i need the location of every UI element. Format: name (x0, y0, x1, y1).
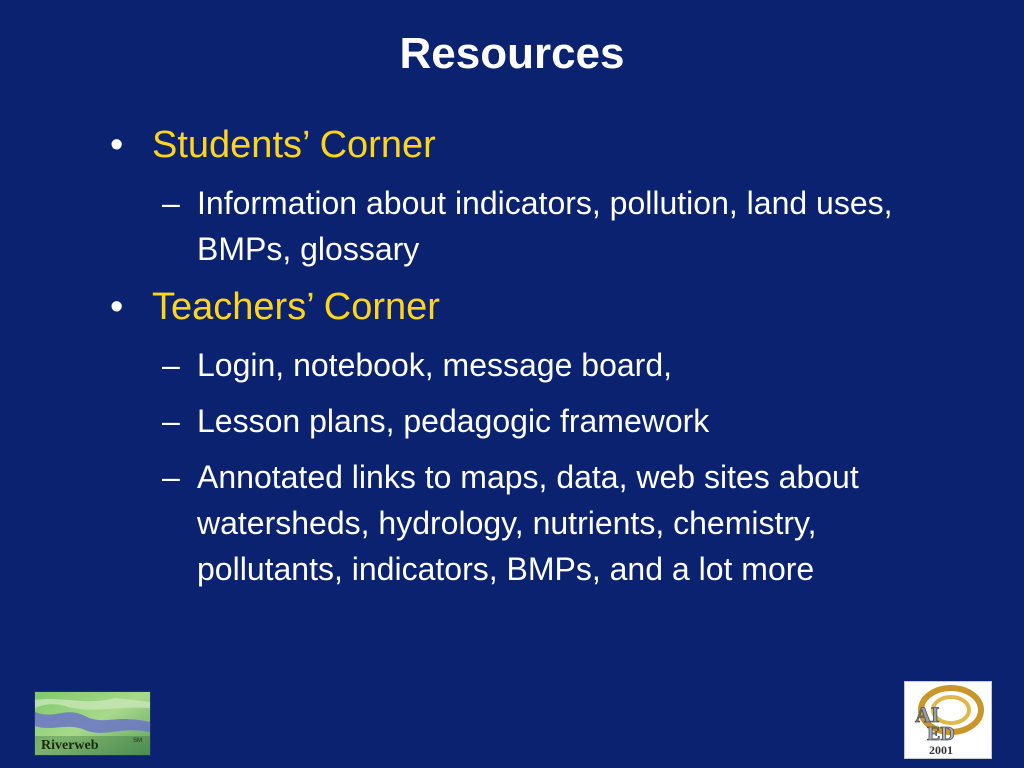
svg-text:Riverweb: Riverweb (41, 738, 99, 753)
sub-item (110, 180, 990, 272)
sub-item (110, 342, 990, 388)
svg-text:AI: AI (915, 702, 940, 727)
svg-text:ED: ED (927, 723, 955, 745)
bullet-teachers-corner (110, 282, 990, 332)
riverweb-logo (34, 691, 151, 756)
bullet-label: Students’ Corner (152, 124, 436, 166)
dash-icon: – (162, 185, 180, 221)
sub-item-text: Login, notebook, message board, (197, 347, 672, 383)
svg-text:SM: SM (133, 738, 142, 744)
bullet-list (110, 120, 990, 602)
svg-text:2001: 2001 (929, 743, 953, 757)
sub-item-text: Annotated links to maps, data, web sites about watersheds, hydrology, nutrients, chemistry, pollutants, indicators, BMPs, and a lot more (197, 459, 859, 587)
bullet-students-corner (110, 120, 990, 170)
sub-item (110, 454, 990, 592)
dash-icon: – (162, 347, 180, 383)
aied-2001-logo (904, 681, 992, 759)
dash-icon: – (162, 459, 180, 495)
sub-item (110, 398, 990, 444)
bullet-label: Teachers’ Corner (152, 286, 440, 328)
riverweb-logo-graphic (35, 692, 150, 755)
bullet-dot-icon: • (110, 286, 124, 328)
aied-logo-graphic (905, 682, 991, 758)
sub-item-text: Information about indicators, pollution, land uses, BMPs, glossary (197, 185, 893, 267)
sub-item-text: Lesson plans, pedagogic framework (197, 403, 710, 439)
slide-title: Resources (399, 29, 625, 78)
dash-icon: – (162, 403, 180, 439)
bullet-dot-icon: • (110, 124, 124, 166)
